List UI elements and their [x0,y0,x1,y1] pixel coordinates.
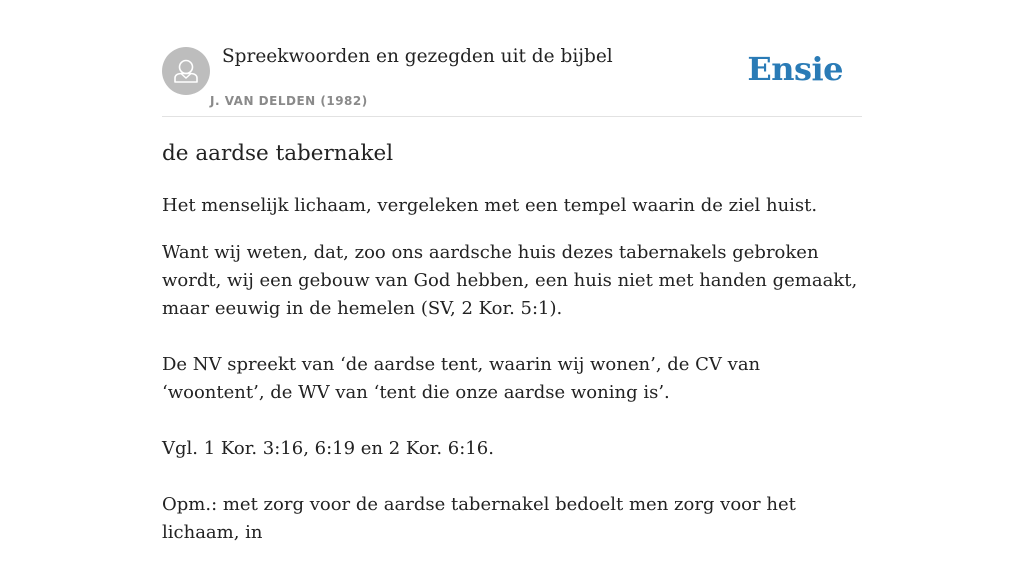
entry-title: de aardse tabernakel [162,141,394,166]
author-byline[interactable]: J. VAN DELDEN (1982) [210,94,368,108]
author-avatar[interactable] [162,47,210,95]
source-header [162,0,862,117]
references-paragraph: Vgl. 1 Kor. 3:16, 6:19 en 2 Kor. 6:16. [162,438,494,459]
entry-container [162,0,862,543]
definition-paragraph: Het menselijk lichaam, vergeleken met een tempel waarin de ziel huist. [162,195,818,216]
ensie-logo[interactable]: Ensie [747,50,843,88]
translations-paragraph: De NV spreekt van ‘de aardse tent, waarin wij wonen’, de CV van ‘woontent’, de WV van ‘tent die onze aardse woning is’. [162,354,761,403]
remark-paragraph: Opm.: met zorg voor de aardse tabernakel bedoelt men zorg voor het lichaam, in [162,494,796,543]
quote-paragraph: Want wij weten, dat, zoo ons aardsche huis dezes tabernakels gebroken wordt, wij een gebouw van God hebben, een huis niet met handen gemaakt, maar eeuwig in de hemelen (SV, 2 Kor. 5:1). [162,242,858,319]
book-title[interactable]: Spreekwoorden en gezegden uit de bijbel [222,46,613,67]
user-icon [162,47,210,95]
entry-body [162,192,862,566]
